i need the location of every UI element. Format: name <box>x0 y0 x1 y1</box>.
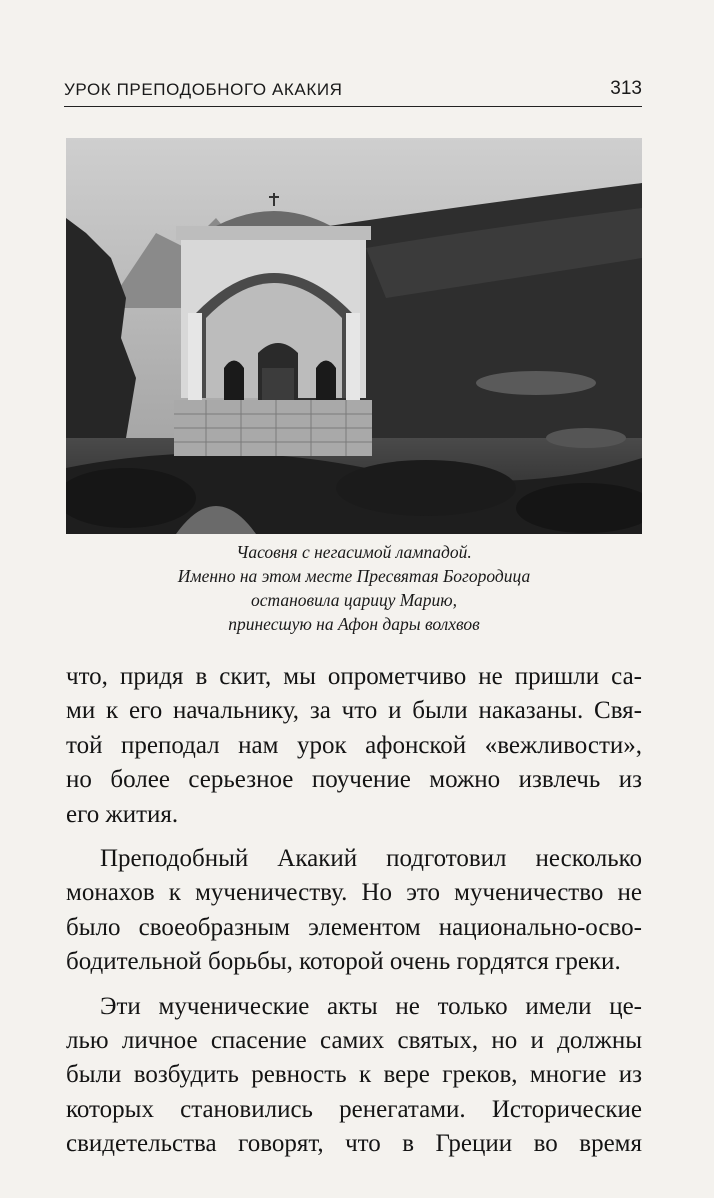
text-line: его жития. <box>66 800 179 828</box>
text-line: той преподал нам урок афонской «вежливости», <box>66 731 642 759</box>
text-line: было своеобразным элементом национально-осво- <box>66 913 642 941</box>
chapel-photo-illustration <box>66 138 642 534</box>
page-number: 313 <box>610 78 642 99</box>
caption-line: Часовня с негасимой лампадой. <box>236 542 472 562</box>
body-text <box>66 660 642 1162</box>
text-line: но более серьезное поучение можно извлечь из <box>66 766 642 794</box>
text-line: Эти мученические акты не только имели це- <box>100 992 642 1020</box>
paragraph-3 <box>66 990 642 1162</box>
caption-line: принесшую на Афон дары волхвов <box>228 614 480 634</box>
text-line: бодительной борьбы, которой очень гордятся греки. <box>66 948 621 976</box>
text-line: лью личное спасение самих святых, но и должны <box>66 1027 642 1055</box>
running-title: УРОК ПРЕПОДОБНОГО АКАКИЯ <box>64 80 343 99</box>
running-head <box>64 80 642 107</box>
text-line: Преподобный Акакий подготовил несколько <box>100 845 642 873</box>
text-line: ми к его начальнику, за что и были наказаны. Свя- <box>66 697 642 725</box>
text-line: что, придя в скит, мы опрометчиво не пришли са- <box>66 663 642 690</box>
text-line: свидетельства говорят, что в Греции во время <box>66 1130 642 1158</box>
photo-caption <box>60 540 648 636</box>
caption-line: остановила царицу Марию, <box>250 590 458 610</box>
paragraph-2 <box>66 842 642 980</box>
chapel-photo <box>66 138 642 534</box>
text-line: были возбудить ревность к вере греков, многие из <box>66 1061 642 1089</box>
caption-line: Именно на этом месте Пресвятая Богородица <box>177 566 531 586</box>
text-line: которых становились ренегатами. Исторические <box>66 1095 642 1123</box>
text-line: монахов к мученичеству. Но это мученичество не <box>66 879 642 907</box>
paragraph-1 <box>66 660 642 832</box>
